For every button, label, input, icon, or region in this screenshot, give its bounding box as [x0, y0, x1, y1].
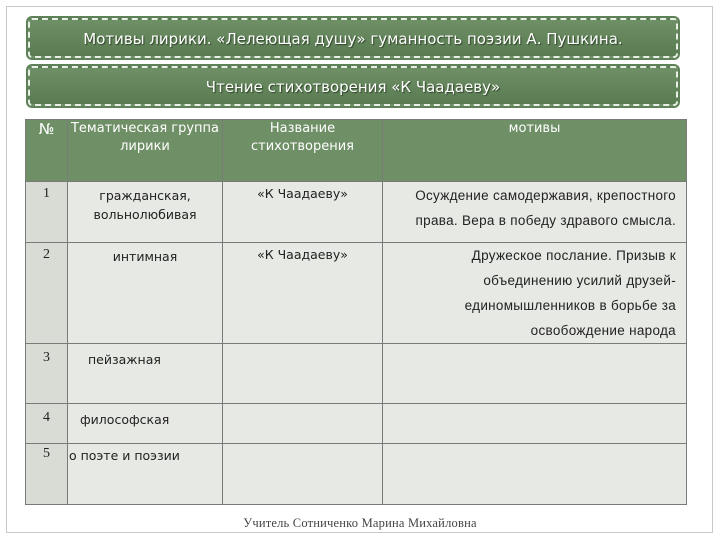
row-motifs	[383, 404, 687, 444]
row-poem-title	[223, 444, 383, 505]
row-motifs	[383, 444, 687, 505]
header-number: №	[26, 120, 68, 182]
row-motifs	[383, 344, 687, 404]
row-number: 1	[26, 182, 68, 243]
row-theme-group: философская	[68, 404, 223, 444]
row-poem-title: «К Чаадаеву»	[223, 243, 383, 344]
row-number: 3	[26, 344, 68, 404]
row-theme-group: пейзажная	[68, 344, 223, 404]
row-poem-title	[223, 344, 383, 404]
row-number: 2	[26, 243, 68, 344]
table-header-row	[26, 120, 687, 182]
table-row	[26, 444, 687, 505]
row-poem-title	[223, 404, 383, 444]
row-motifs: Дружеское послание. Призыв к объединению усилий друзей-единомышленников в борьбе за освобождение народа	[383, 243, 687, 344]
row-number: 4	[26, 404, 68, 444]
table-row	[26, 344, 687, 404]
row-theme-group: интимная	[68, 243, 223, 344]
table-row	[26, 243, 687, 344]
row-poem-title: «К Чаадаеву»	[223, 182, 383, 243]
footer-author: Учитель Сотниченко Марина Михайловна	[243, 516, 477, 530]
table-row	[26, 182, 687, 243]
header-motifs: мотивы	[383, 120, 687, 182]
header-theme-group: Тематическая группа лирики	[68, 120, 223, 182]
table-row	[26, 404, 687, 444]
row-motifs: Осуждение самодержавия, крепостного права. Вера в победу здравого смысла.	[383, 182, 687, 243]
slide-title: Мотивы лирики. «Лелеющая душу» гуманность поэзии А. Пушкина.	[28, 18, 678, 58]
header-poem-title: Название стихотворения	[223, 120, 383, 182]
row-theme-group: гражданская, вольнолюбивая	[68, 182, 223, 243]
slide-subtitle: Чтение стихотворения «К Чаадаеву»	[28, 66, 678, 106]
row-theme-group: о поэте и поэзии	[68, 444, 223, 505]
row-number: 5	[26, 444, 68, 505]
motifs-table	[25, 119, 687, 505]
